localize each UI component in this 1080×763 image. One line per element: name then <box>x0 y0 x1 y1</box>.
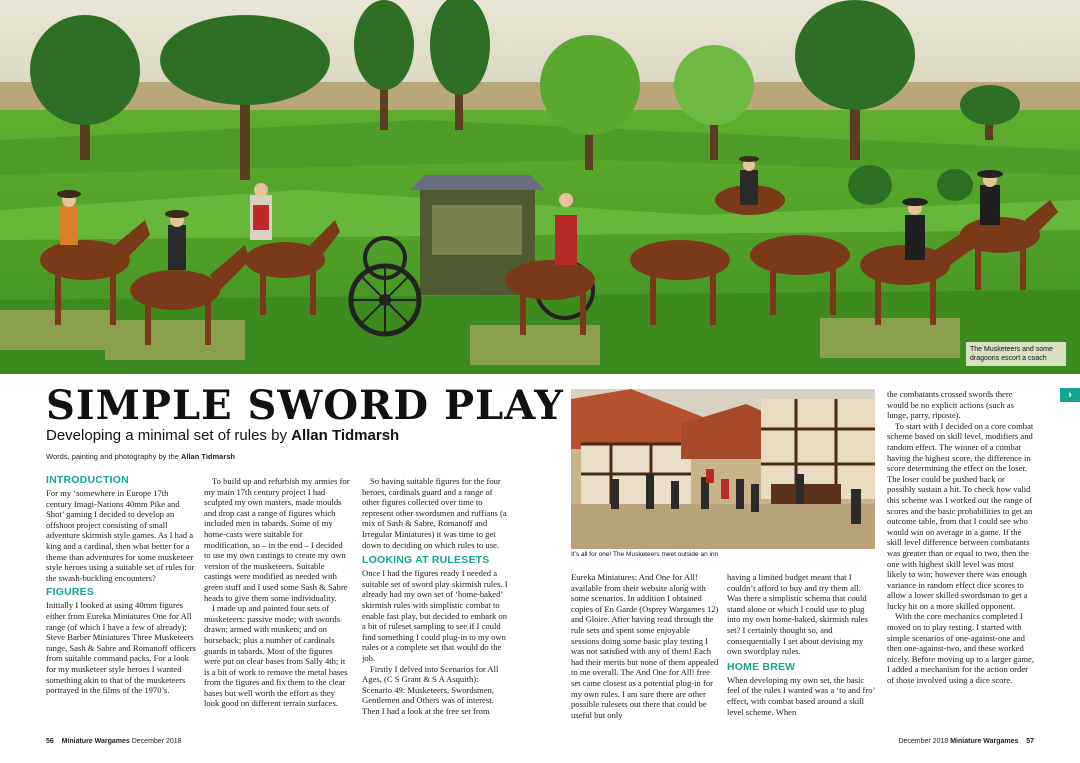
heading-introduction: INTRODUCTION <box>46 474 129 486</box>
paragraph-painted: I made up and painted four sets of musketeers: passive mode; with swords drawn; armed with muskets; and on horseback; plus a number of cardinals guards in tabards. Most of the figures were put on clear bases from Sally 4th; it is a bit of work to remove the metal bases from the figures and fix them to the clear bases but well worth the effort as they look good on different terrain surfaces. <box>204 603 348 709</box>
paragraph-play-testing: With the core mechanics completed I moved on to play testing. I started with simple scenarios of one-against-one and then one-against-two, and these worked nicely. Before moving up to a larger game, I added a mechanism for the action order of those involved using a dice score. <box>887 611 1034 686</box>
subtitle-text: Developing a minimal set of rules by <box>46 427 292 444</box>
page-number-right: 57 <box>1026 738 1034 745</box>
inn-photo <box>571 389 875 549</box>
magazine-name-right: Miniature Wargames <box>950 738 1019 745</box>
hero-photo <box>0 0 1080 374</box>
paragraph-figures: Initially I looked at using 40mm figures either from Eureka Miniatures One for All range (of which I have a few of already); Steve Barber Miniatures Three Musketeers range, Sash & Sabre and Romanoff officers from suitable command packs. For a look for my musketeer style heroes I wanted something akin to that of the musketeers portrayed in the films of the 1970’s. <box>46 600 196 696</box>
column-5 <box>727 572 875 717</box>
credit-author: Allan Tidmarsh <box>180 452 235 461</box>
footer-left <box>46 738 182 745</box>
article-credit <box>46 452 235 461</box>
issue-date-right: December 2018 <box>898 738 949 745</box>
paragraph-rulesets: Once I had the figures ready I needed a suitable set of sword play skirmish rules. I already had my own set of ‘home-baked’ skirmish rules with simplistic combat to enable fast play, but decided to embark on a bit of ruleset sampling to see if I could find something I could plug-in to my own rules or a complete set that would do the job. <box>362 568 508 663</box>
heading-figures: FIGURES <box>46 586 95 599</box>
issue-date-left: December 2018 <box>131 738 182 745</box>
hero-caption: The Musketeers and some dragoons escort a coach <box>966 342 1066 366</box>
column-3 <box>362 476 510 716</box>
credit-text: Words, painting and photography by the <box>46 452 181 461</box>
column-2 <box>204 476 350 709</box>
article-subtitle <box>46 427 399 444</box>
column-4 <box>571 572 719 720</box>
paragraph-home-brew: When developing my own set, the basic feel of the rules I wanted was a ‘to and fro’ effect, with combat based around a skill level scheme. When <box>727 674 875 717</box>
article-title: SIMPLE SWORD PLAY <box>46 382 564 429</box>
paragraph-heroes: So having suitable figures for the four heroes, cardinals guard and a range of other figures collected over time to represent other swordsmen and ruffians (a mix of Sash & Sabre, Romanoff and Irregular Miniatures) it was time to get down to deciding on which rules to use. <box>362 476 507 550</box>
column-6 <box>887 389 1035 686</box>
paragraph-intro: For my ‘somewhere in Europe 17th century Imagi-Nations 40mm Pike and Shot’ gaming I decided to develop an offshoot project consisting of small adventure skirmish style games. As I had a king and a cardinal, then what better for a theme than adventures for some musketeer style heroes using a suitable set of rules for the swash-buckling encounters? <box>46 488 195 583</box>
page-number-left: 56 <box>46 738 54 745</box>
heading-home-brew: HOME BREW <box>727 660 796 673</box>
footer-right <box>898 738 1034 745</box>
paragraph-scenarios: Firstly I delved into Scenarios for All Ages, (C S Grant & S A Asquith): Scenario 49: Musketeers, Swordsmen, Gentlemen and Others was of interest. Then I had a look at the free set from <box>362 663 499 716</box>
column-1 <box>46 472 196 696</box>
paragraph-crossed-swords: the combatants crossed swords there would be no explicit actions (such as lunge, parry, riposte). <box>887 389 1014 421</box>
heading-looking-at-rulesets: LOOKING AT RULESETS <box>362 554 490 567</box>
next-page-arrow-icon[interactable]: › <box>1060 388 1080 402</box>
inn-photo-caption: It’s all for one! The Musketeers meet outside an inn <box>571 551 719 558</box>
paragraph-core-combat: To start with I decided on a core combat scheme based on skill level, modifiers and random effect. The winner of a combat having the highest score, the difference in score determining the effect on the loser. The loser could be pushed back or possibly sustain a hit. To check how valid this scheme was I worked out the range of scores and the basic probabilities to get an outcome table, from that I could see who would win on average in a game. If the skill level difference between combatants was greater than or equal to two, then the one with highest skill level was most likely to win; however there was enough variance in random effect dice scores to allow a lower skilled swordsman to get a lucky hit on a more skilled opponent. <box>887 420 1034 611</box>
subtitle-author: Allan Tidmarsh <box>291 427 400 444</box>
paragraph-armies: To build up and refurbish my armies for my main 17th century project I had sculpted my own masters, made moulds and drop cast a range of figures which included men in tabards. Some of my home-casts were suitable for modification, so – in the end – I decided to use my own castings to create my own version of the musketeers. Suitable castings were modified as needed with green stuff and I used some Sash & Sabre heads to give them some individuality. <box>204 476 350 603</box>
magazine-name-left: Miniature Wargames <box>61 738 130 745</box>
paragraph-eureka: Eureka Miniatures: And One for All! available from their website along with some scenarios. In addition I obtained copies of En Garde (Osprey Wargames 12) and Gloire. After having read through the rule sets and spent some enjoyable sessions doing some basic play testing I was not satisfied with any of them! Each had their merits but none of them appealed to me overall. The And One for All! free set came closest as a potential plug-in for my own rules. I am sure there are other possible rulesets out there that could be useful but only <box>571 572 719 720</box>
paragraph-budget: having a limited budget meant that I couldn’t afford to buy and try them all. Was there a simplistic schema that could stand alone or which I could use to plug into my own home-baked, skirmish rules set? I certainly thought so, and consequentially I set about devising my own swordplay rules. <box>727 572 868 657</box>
